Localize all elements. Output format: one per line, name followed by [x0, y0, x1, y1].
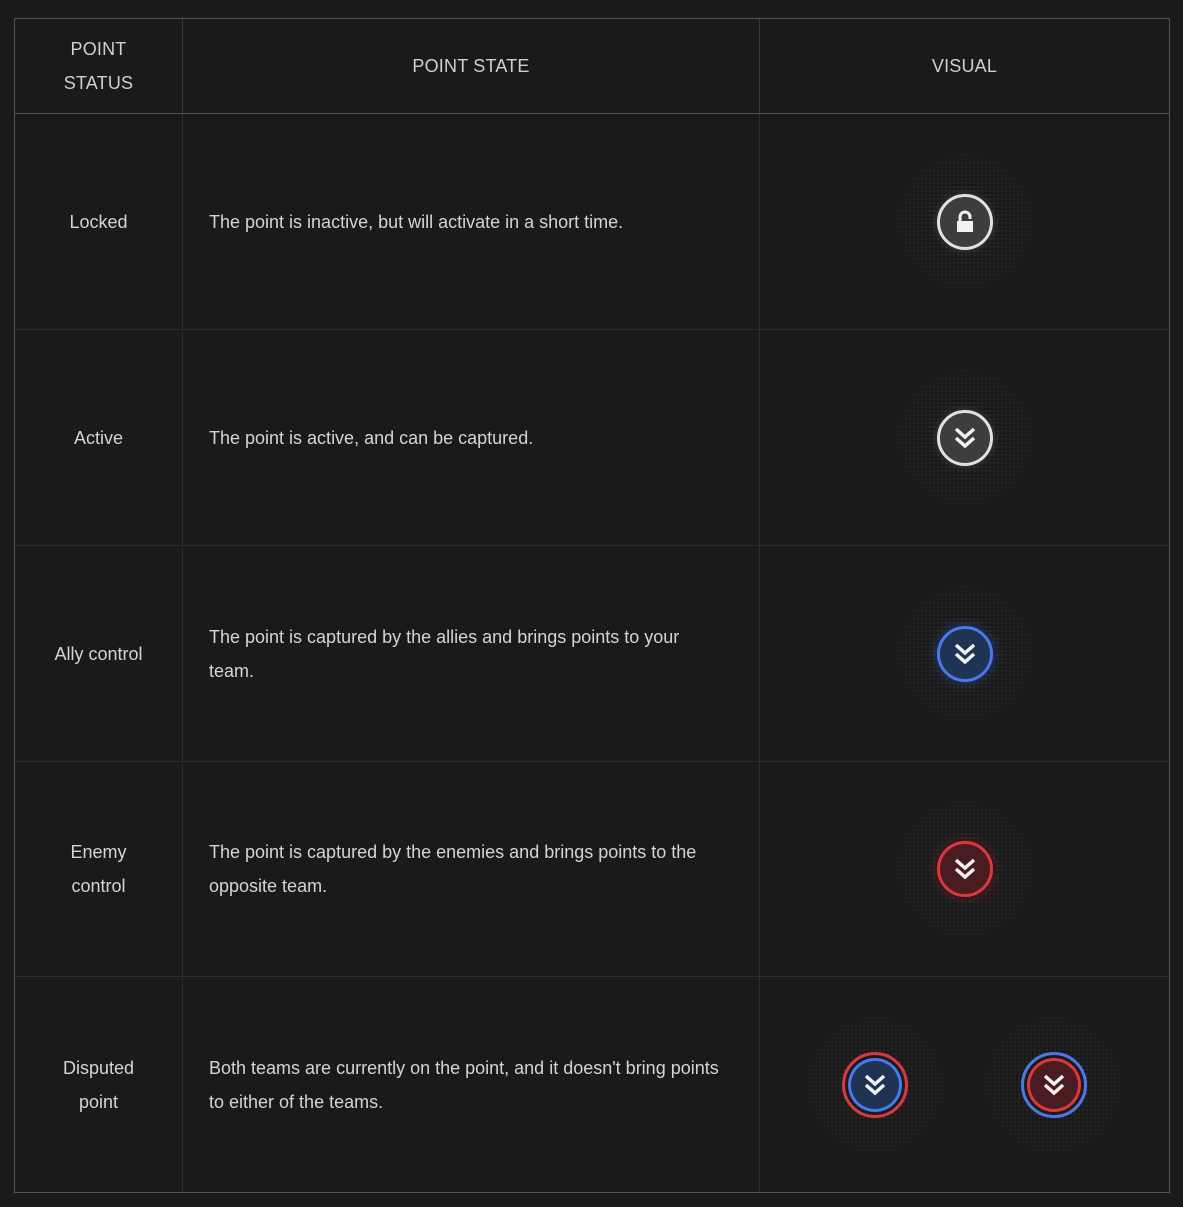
ally-point-badge: [937, 626, 993, 682]
double-chevron-down-icon: [952, 856, 978, 882]
visual-cell: [760, 977, 1169, 1192]
header-point-status: [15, 19, 183, 113]
table-row: [15, 546, 1169, 762]
double-chevron-down-icon: [952, 641, 978, 667]
status-text: Enemy control: [70, 842, 127, 896]
active-point-badge: [937, 410, 993, 466]
disputed-slot-enemy: [964, 977, 1144, 1192]
table-header: [15, 19, 1169, 114]
status-text: Disputed point: [62, 1057, 135, 1112]
header-visual: VISUAL: [931, 56, 998, 76]
table-row: [15, 762, 1169, 977]
state-cell: The point is captured by the allies and brings points to your team.: [183, 546, 760, 761]
visual-cell: [760, 330, 1169, 545]
disputed-badge-pair: [760, 977, 1169, 1192]
disputed-ally-point-badge: [842, 1052, 908, 1118]
status-cell: Locked: [15, 114, 183, 329]
state-cell: The point is captured by the enemies and brings points to the opposite team.: [183, 762, 760, 976]
disputed-slot-ally: [785, 977, 965, 1192]
header-point-status-line2: STATUS: [63, 73, 134, 93]
state-cell: Both teams are currently on the point, and it doesn't bring points to either of the teams.: [183, 977, 760, 1192]
header-point-status-line1: POINT: [70, 39, 127, 59]
status-cell: [15, 762, 183, 976]
enemy-point-badge: [937, 841, 993, 897]
table-row: [15, 977, 1169, 1192]
double-chevron-down-icon: [952, 425, 978, 451]
status-cell: [15, 977, 183, 1192]
disputed-enemy-point-badge: [1021, 1052, 1087, 1118]
visual-cell: [760, 762, 1169, 976]
status-cell: Active: [15, 330, 183, 545]
point-status-table: [14, 18, 1170, 1193]
state-cell: The point is inactive, but will activate in a short time.: [183, 114, 760, 329]
table-row: [15, 114, 1169, 330]
double-chevron-down-icon: [1041, 1072, 1067, 1098]
state-cell: The point is active, and can be captured.: [183, 330, 760, 545]
status-cell: Ally control: [15, 546, 183, 761]
double-chevron-down-icon: [862, 1072, 888, 1098]
visual-cell: [760, 114, 1169, 329]
table-row: [15, 330, 1169, 546]
locked-point-badge: [937, 194, 993, 250]
lock-icon: [954, 210, 976, 234]
header-point-state: POINT STATE: [183, 19, 760, 113]
visual-cell: [760, 546, 1169, 761]
